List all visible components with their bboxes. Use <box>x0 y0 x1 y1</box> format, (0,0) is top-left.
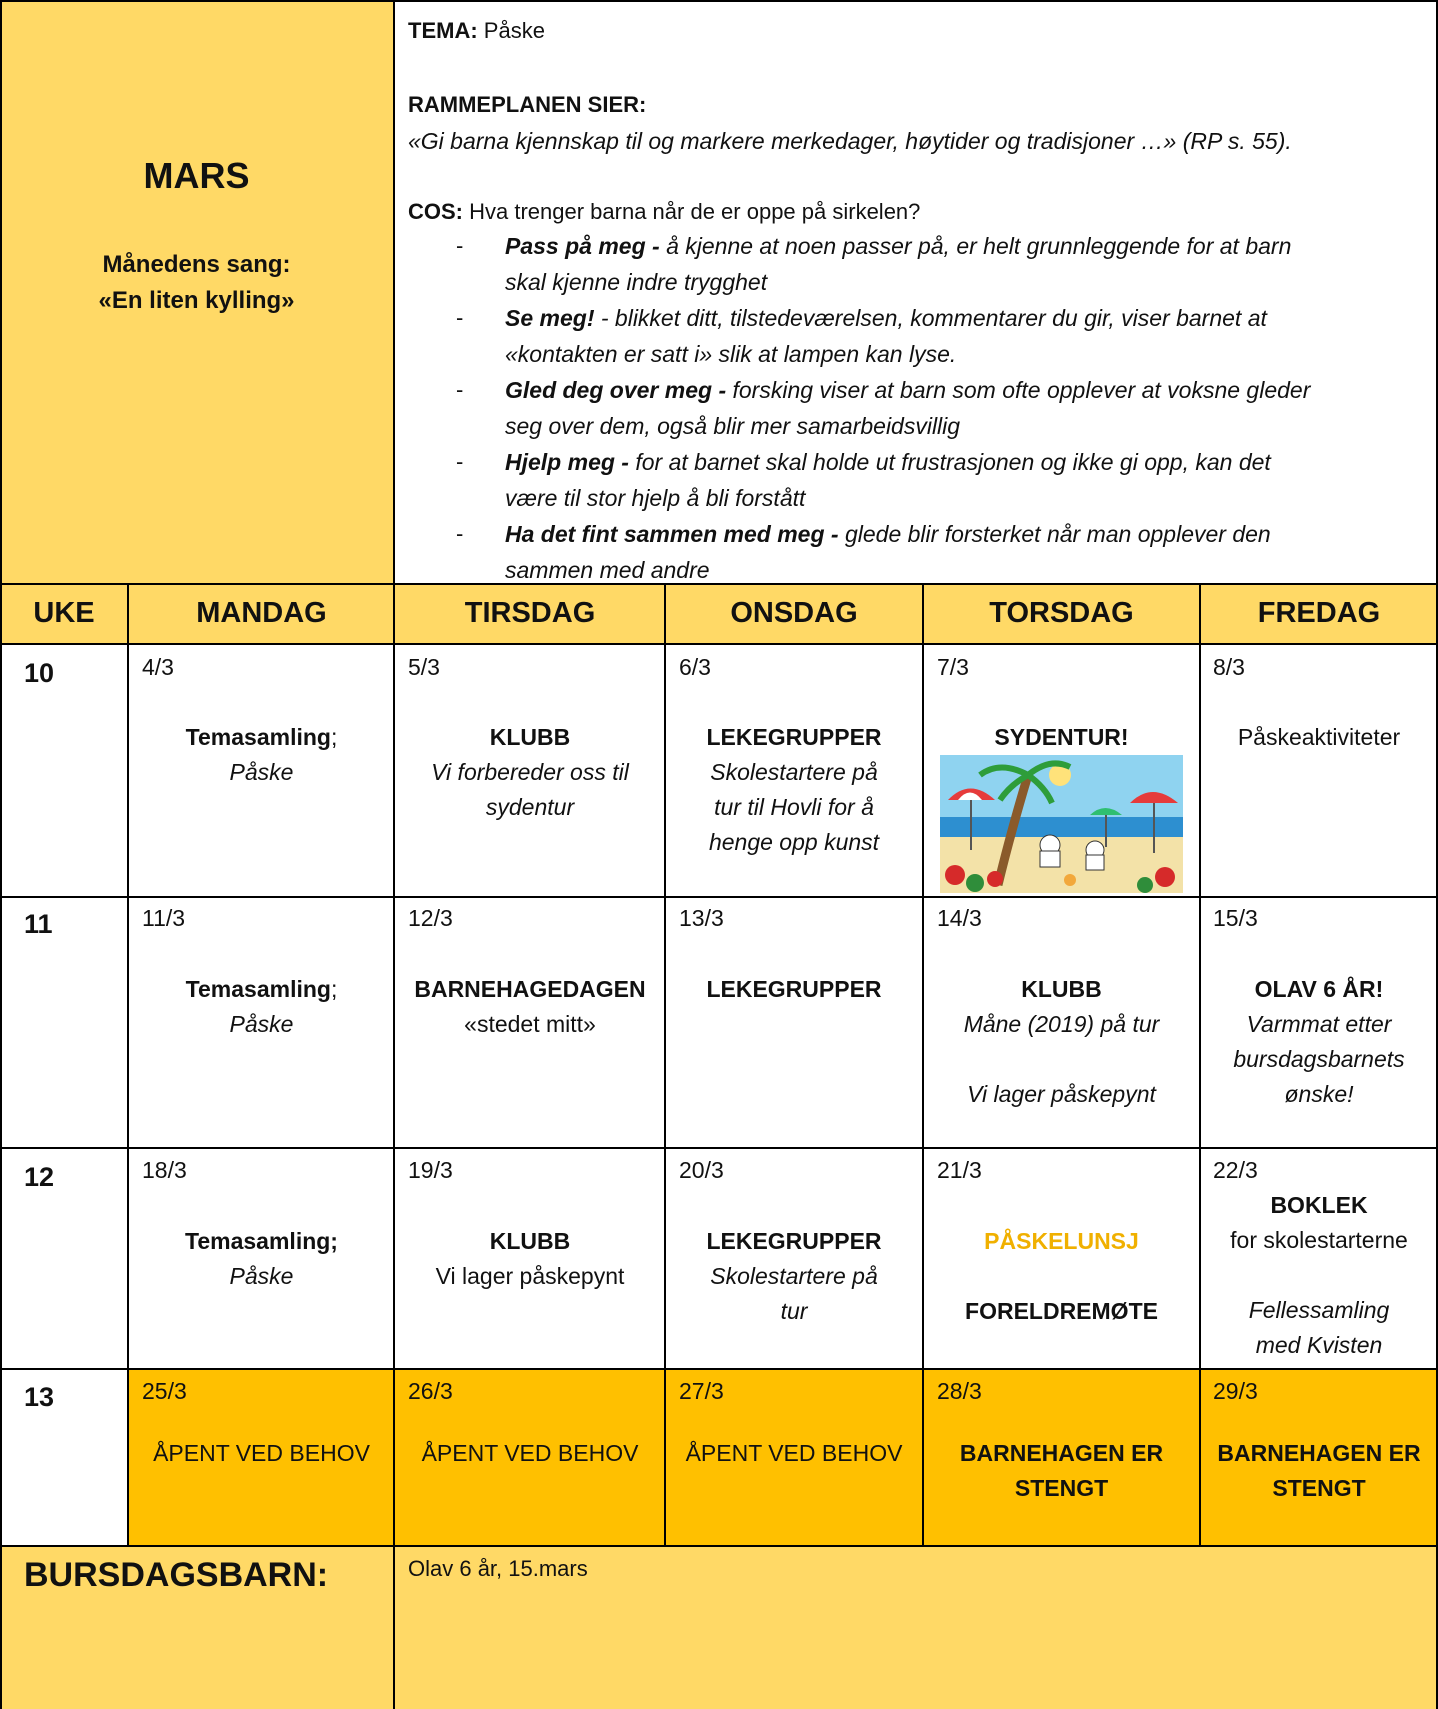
column-header-mandag: MANDAG <box>196 596 327 629</box>
cos-bullet-line1: for at barnet skal holde ut frustrasjonen og ikke gi opp, kan det <box>628 449 1271 475</box>
bullet-dash: - <box>456 233 464 258</box>
day-content <box>128 1436 395 1471</box>
grid-line <box>0 1545 1438 1547</box>
grid-line <box>127 583 129 1547</box>
grid-line <box>0 1147 1438 1149</box>
activity-detail: sydentur <box>485 794 575 820</box>
column-header-torsdag: TORSDAG <box>989 596 1134 629</box>
activity-title: SYDENTUR! <box>994 724 1129 750</box>
activity-title: STENGT <box>1014 1475 1109 1501</box>
activity-detail: «stedet mitt» <box>464 1011 596 1037</box>
cos-bullet <box>505 516 1435 588</box>
activity-title: STENGT <box>1272 1475 1366 1501</box>
column-header-fredag: FREDAG <box>1257 596 1381 629</box>
activity-title: Temasamling <box>185 976 331 1002</box>
grid-line <box>0 643 1438 645</box>
day-date: 29/3 <box>1213 1378 1258 1404</box>
activity-detail: tur til Hovli for å <box>714 794 874 820</box>
day-content <box>1200 1188 1438 1363</box>
bullet-dash: - <box>456 521 464 546</box>
cos-bullet-line2: skal kjenne indre trygghet <box>505 269 768 295</box>
day-content <box>923 720 1200 755</box>
day-content <box>923 1436 1200 1506</box>
activity-title: BARNEHAGEDAGEN <box>414 976 646 1002</box>
cos-bullet-line2: seg over dem, også blir mer samarbeidsvillig <box>505 413 961 439</box>
activity-title: KLUBB <box>489 1228 571 1254</box>
activity-detail: med Kvisten <box>1255 1332 1383 1358</box>
day-date: 8/3 <box>1213 654 1245 680</box>
activity-detail: Vi lager påskepynt <box>967 1081 1156 1107</box>
day-date: 28/3 <box>937 1378 982 1404</box>
activity-title: BARNEHAGEN ER <box>959 1440 1164 1466</box>
bullet-dash: - <box>456 305 464 330</box>
activity-detail: henge opp kunst <box>708 829 880 855</box>
cos-bullet-bold: Se meg! <box>505 305 595 331</box>
grid-line <box>0 0 1438 2</box>
tema-line <box>408 18 545 44</box>
day-date: 6/3 <box>679 654 711 680</box>
day-content <box>128 1224 395 1294</box>
activity-punct: ; <box>330 976 338 1002</box>
day-date: 21/3 <box>937 1157 982 1183</box>
day-content <box>1200 1436 1438 1506</box>
grid-line <box>1199 583 1201 1547</box>
day-content <box>1200 972 1438 1112</box>
activity-title: Temasamling; <box>185 1228 338 1254</box>
cos-bullet-line1: forsking viser at barn som ofte opplever at voksne gleder <box>726 377 1311 403</box>
week-number: 12 <box>24 1162 55 1192</box>
cos-bullet-line2: sammen med andre <box>505 557 710 583</box>
day-content <box>665 972 923 1007</box>
cos-bullet <box>505 444 1435 516</box>
day-date: 7/3 <box>937 654 969 680</box>
cos-bullet-bold: Hjelp meg - <box>505 449 629 475</box>
activity-title: KLUBB <box>489 724 571 750</box>
grid-line <box>0 1368 1438 1370</box>
day-content <box>665 1436 923 1471</box>
activity-title: Påskeaktiviteter <box>1237 724 1401 750</box>
day-date: 11/3 <box>142 905 186 931</box>
day-content <box>923 972 1200 1112</box>
birthday-label: BURSDAGSBARN: <box>24 1556 329 1594</box>
day-date: 18/3 <box>142 1157 187 1183</box>
grid-line <box>0 896 1438 898</box>
rammeplan-quote: «Gi barna kjennskap til og markere merkedager, høytider og tradisjoner …» (RP s. 55). <box>408 128 1292 154</box>
column-header-tirsdag: TIRSDAG <box>464 596 596 629</box>
activity-detail: for skolestarterne <box>1230 1227 1408 1253</box>
activity-title: FORELDREMØTE <box>965 1298 1158 1324</box>
day-content <box>665 720 923 860</box>
activity-title: Temasamling <box>185 724 331 750</box>
day-date: 13/3 <box>679 905 724 931</box>
day-date: 12/3 <box>408 905 453 931</box>
cos-bullet <box>505 228 1435 300</box>
cos-bullet <box>505 372 1435 444</box>
song-label: Månedens sang: <box>102 251 291 278</box>
cos-bullet-line1: å kjenne at noen passer på, er helt grunnleggende for at barn <box>659 233 1292 259</box>
activity-detail: Skolestartere på <box>710 759 878 785</box>
activity-detail: Påske <box>229 759 294 785</box>
column-header-uke: UKE <box>33 596 95 629</box>
week-13-number-cell <box>0 1370 128 1547</box>
month-title: MARS <box>143 155 250 196</box>
day-date: 20/3 <box>679 1157 724 1183</box>
cos-label: COS: <box>408 199 463 224</box>
cos-bullet-line2: «kontakten er satt i» slik at lampen kan lyse. <box>505 341 957 367</box>
activity-title: LEKEGRUPPER <box>706 1228 882 1254</box>
cos-question: Hva trenger barna når de er oppe på sirkelen? <box>469 199 921 224</box>
week-number: 11 <box>24 909 53 939</box>
rammeplan-label: RAMMEPLANEN SIER: <box>408 92 647 117</box>
grid-line <box>393 0 395 1709</box>
cos-bullet-bold: Ha det fint sammen med meg - <box>505 521 839 547</box>
day-content <box>1200 720 1438 755</box>
day-date: 5/3 <box>408 654 440 680</box>
birthday-text: Olav 6 år, 15.mars <box>408 1556 588 1581</box>
column-header-onsdag: ONSDAG <box>730 596 858 629</box>
bullet-dash: - <box>456 449 464 474</box>
song-title: «En liten kylling» <box>98 287 295 314</box>
day-content <box>923 1224 1200 1329</box>
day-date: 4/3 <box>142 654 174 680</box>
day-date: 14/3 <box>937 905 982 931</box>
tema-label: TEMA: <box>408 18 478 43</box>
day-date: 25/3 <box>142 1378 187 1404</box>
activity-detail: Fellessamling <box>1248 1297 1390 1323</box>
activity-title: ÅPENT VED BEHOV <box>153 1440 370 1466</box>
cos-bullet-bold: Gled deg over meg - <box>505 377 727 403</box>
activity-detail: ønske! <box>1284 1081 1354 1107</box>
cos-bullet-line1: glede blir forsterket når man opplever den <box>838 521 1271 547</box>
activity-title: OLAV 6 ÅR! <box>1254 976 1384 1002</box>
grid-line <box>922 583 924 1547</box>
day-content <box>395 1224 665 1294</box>
activity-detail: Varmmat etter <box>1246 1011 1392 1037</box>
activity-title: BOKLEK <box>1270 1192 1368 1218</box>
beach-trip-illustration <box>940 755 1183 893</box>
tema-value: Påske <box>483 18 545 43</box>
cos-bullet-line2: være til stor hjelp å bli forstått <box>505 485 806 511</box>
activity-detail: Påske <box>229 1011 294 1037</box>
activity-title: ÅPENT VED BEHOV <box>421 1440 639 1466</box>
activity-detail: Vi lager påskepynt <box>435 1263 625 1289</box>
cos-bullet-line1: - blikket ditt, tilstedeværelsen, kommentarer du gir, viser barnet at <box>594 305 1267 331</box>
day-date: 26/3 <box>408 1378 453 1404</box>
day-content <box>395 972 665 1042</box>
day-content <box>395 1436 665 1471</box>
activity-detail: Vi forbereder oss til <box>431 759 629 785</box>
activity-punct: ; <box>330 724 338 750</box>
activity-title: KLUBB <box>1021 976 1102 1002</box>
activity-detail: tur <box>780 1298 808 1324</box>
activity-title: LEKEGRUPPER <box>706 976 882 1002</box>
week-number: 10 <box>24 658 55 688</box>
cos-bullet-bold: Pass på meg - <box>505 233 660 259</box>
cos-bullet <box>505 300 1435 372</box>
day-date: 22/3 <box>1213 1157 1258 1183</box>
activity-title: LEKEGRUPPER <box>706 724 882 750</box>
day-date: 19/3 <box>408 1157 453 1183</box>
day-date: 27/3 <box>679 1378 724 1404</box>
bullet-dash: - <box>456 377 464 402</box>
grid-line <box>0 0 2 1709</box>
activity-detail: Påske <box>229 1263 294 1289</box>
activity-title: BARNEHAGEN ER <box>1217 1440 1421 1466</box>
day-content <box>665 1224 923 1329</box>
day-content <box>128 720 395 790</box>
week-number: 13 <box>24 1382 55 1412</box>
activity-detail: Måne (2019) på tur <box>963 1011 1160 1037</box>
activity-title: ÅPENT VED BEHOV <box>685 1440 903 1466</box>
activity-detail: Skolestartere på <box>710 1263 878 1289</box>
cos-line <box>408 199 920 225</box>
grid-line <box>0 583 1438 585</box>
day-content <box>128 972 395 1042</box>
grid-line <box>664 583 666 1547</box>
day-content <box>395 720 665 825</box>
activity-title-highlight: PÅSKELUNSJ <box>984 1228 1139 1254</box>
activity-detail: bursdagsbarnets <box>1233 1046 1405 1072</box>
day-date: 15/3 <box>1213 905 1258 931</box>
